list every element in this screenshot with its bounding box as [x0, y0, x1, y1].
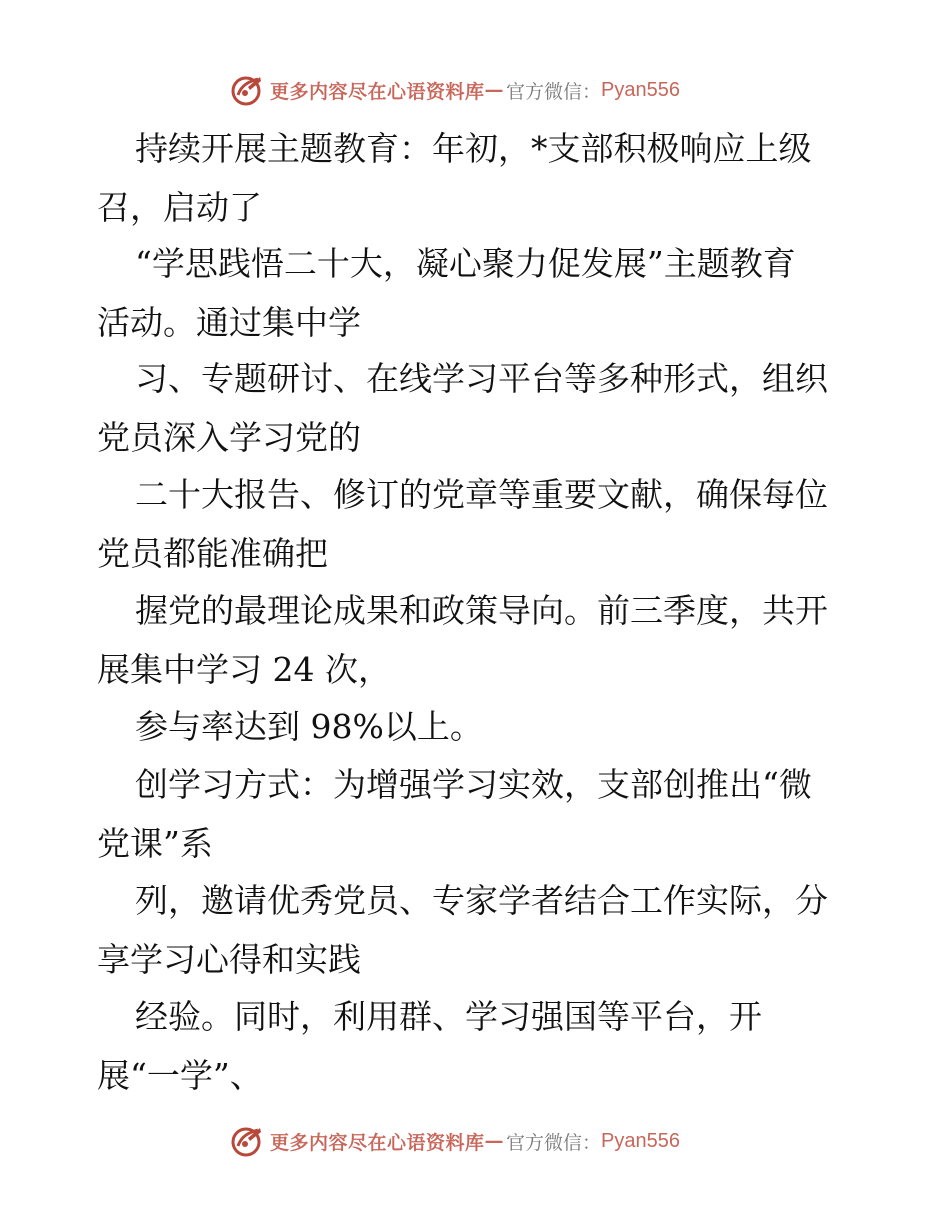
banner-wechat-id: Pyan556: [601, 78, 680, 101]
header-banner: [230, 72, 680, 108]
red-pen-swirl-logo-icon: [230, 1124, 264, 1158]
text-line: 党课”系: [97, 824, 213, 863]
banner-wechat-label: 官方微信：: [506, 80, 602, 103]
text-line: 握党的最理论成果和政策导向。前三季度，共开: [135, 591, 828, 630]
text-line: 创学习方式：为增强学习实效，支部创推出“微: [135, 765, 812, 804]
banner-wechat-id: Pyan556: [601, 1129, 680, 1152]
banner-wechat-label: 官方微信：: [506, 1131, 602, 1154]
text-line: 习、专题研讨、在线学习平台等多种形式，组织: [135, 359, 828, 398]
text-line: 持续开展主题教育：年初，*支部积极响应上级: [135, 129, 812, 168]
text-line: 享学习心得和实践: [97, 940, 361, 979]
text-line: 经验。同时，利用群、学习强国等平台，开: [135, 997, 762, 1036]
text-line: 参与率达到 98%以上。: [135, 707, 483, 746]
text-line: 活动。通过集中学: [97, 303, 361, 342]
text-line: 党员深入学习党的: [97, 418, 361, 457]
text-line: 展“一学”、: [97, 1056, 263, 1095]
banner-dash: —: [484, 79, 505, 101]
banner-slogan: 更多内容尽在心语资料库: [270, 1131, 485, 1154]
text-line: 二十大报告、修订的党章等重要文献，确保每位: [135, 475, 828, 514]
banner-dash: —: [484, 1130, 505, 1152]
text-line: 党员都能准确把: [97, 534, 328, 573]
text-line: “学思践悟二十大，凝心聚力促发展”主题教育: [135, 244, 796, 283]
text-line: 召，启动了: [97, 188, 262, 227]
footer-banner: [230, 1123, 680, 1159]
text-line: 展集中学习 24 次，: [97, 650, 391, 689]
text-line: 列，邀请优秀党员、专家学者结合工作实际，分: [135, 881, 828, 920]
red-pen-swirl-logo-icon: [230, 73, 264, 107]
banner-slogan: 更多内容尽在心语资料库: [270, 80, 485, 103]
